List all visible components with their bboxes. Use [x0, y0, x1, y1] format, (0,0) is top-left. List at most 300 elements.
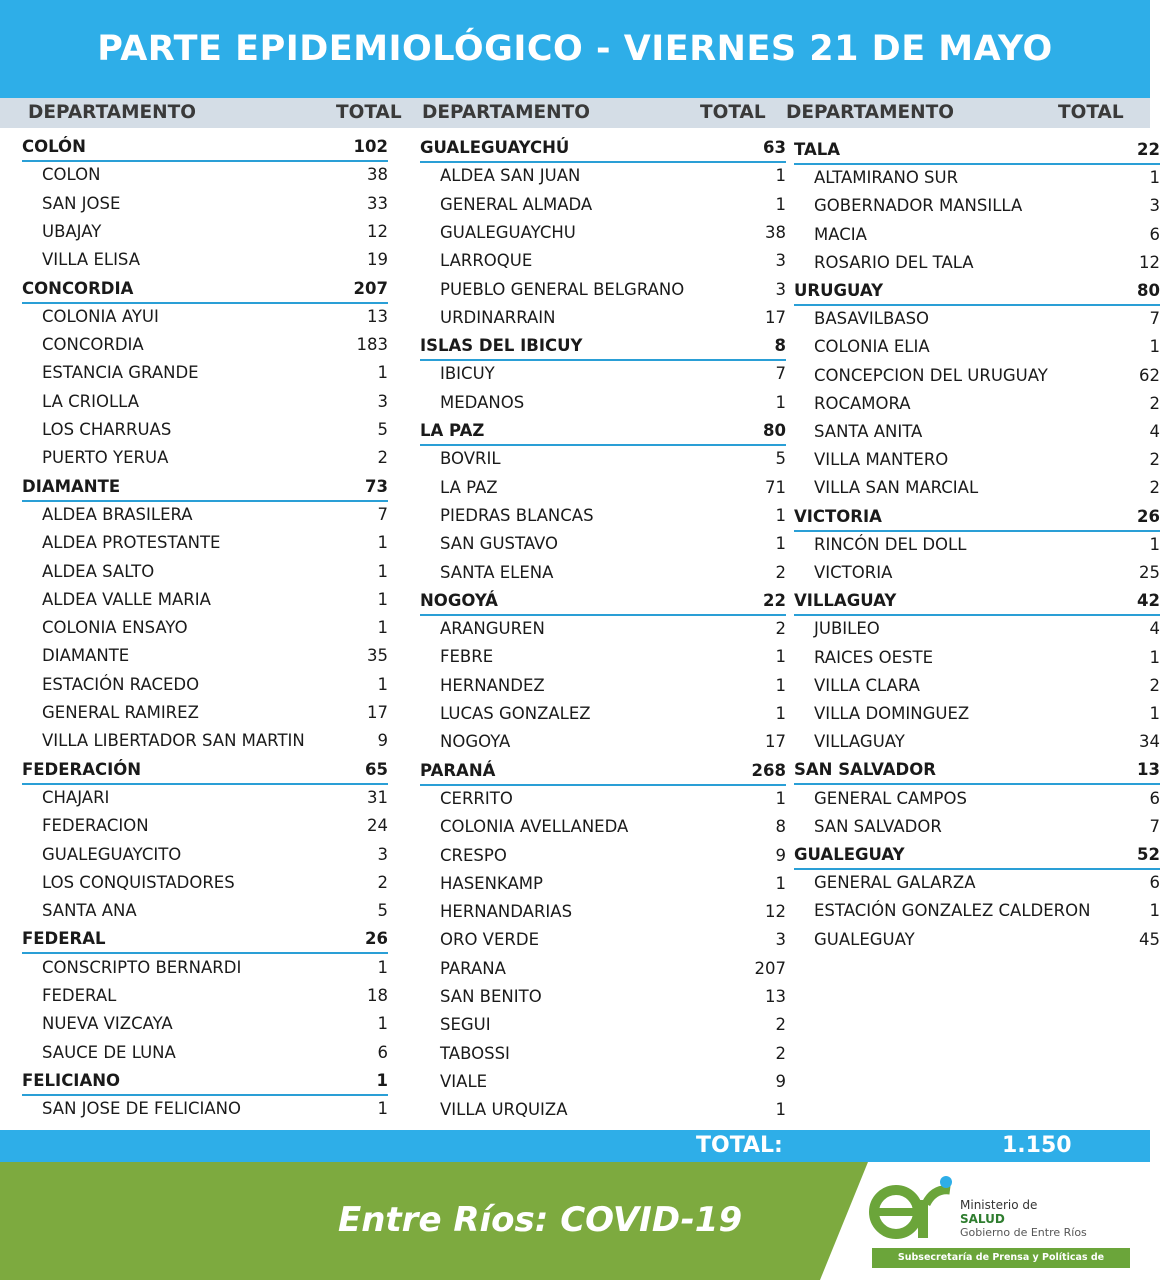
locality-row — [440, 984, 786, 1010]
locality-total: 4 — [1149, 619, 1160, 638]
locality-name: SANTA ANITA — [814, 422, 923, 441]
locality-row — [42, 162, 388, 188]
locality-row — [42, 898, 388, 924]
locality-name: LA CRIOLLA — [42, 392, 139, 411]
locality-total: 1 — [1149, 535, 1160, 554]
locality-row — [42, 389, 388, 415]
department-name: FEDERAL — [22, 929, 106, 948]
locality-total: 7 — [1149, 309, 1160, 328]
locality-total: 207 — [754, 959, 786, 978]
locality-row — [42, 955, 388, 981]
locality-name: CRESPO — [440, 846, 507, 865]
department-name: GUALEGUAYCHÚ — [420, 138, 570, 157]
department-row — [420, 418, 786, 446]
locality-total: 31 — [367, 788, 388, 807]
locality-name: VIALE — [440, 1072, 488, 1091]
locality-row — [440, 814, 786, 840]
department-total: 52 — [1137, 845, 1160, 864]
locality-row — [42, 502, 388, 528]
locality-total: 9 — [775, 1072, 786, 1091]
locality-row — [42, 1096, 388, 1122]
locality-name: MACIA — [814, 225, 867, 244]
locality-total: 38 — [765, 223, 786, 242]
locality-total: 7 — [1149, 817, 1160, 836]
locality-row — [814, 560, 1160, 586]
page-title: PARTE EPIDEMIOLÓGICO - VIERNES 21 DE MAYO — [0, 0, 1150, 98]
locality-name: RAICES OESTE — [814, 648, 934, 667]
locality-row — [440, 220, 786, 246]
grand-total-label: TOTAL: — [696, 1133, 783, 1158]
locality-row — [42, 417, 388, 443]
locality-name: FEDERACION — [42, 816, 149, 835]
locality-name: ALDEA SALTO — [42, 562, 155, 581]
logo-text-salud: SALUD — [960, 1212, 1005, 1226]
locality-row — [42, 559, 388, 585]
locality-row — [814, 250, 1160, 276]
locality-name: SAN JOSE DE FELICIANO — [42, 1099, 242, 1118]
locality-total: 3 — [377, 845, 388, 864]
locality-row — [440, 361, 786, 387]
locality-row — [440, 531, 786, 557]
locality-name: COLONIA ELIA — [814, 337, 930, 356]
department-total: 65 — [365, 760, 388, 779]
locality-total: 1 — [775, 647, 786, 666]
department-total: 268 — [751, 761, 786, 780]
locality-total: 2 — [1149, 478, 1160, 497]
locality-total: 2 — [1149, 676, 1160, 695]
locality-total: 18 — [367, 986, 388, 1005]
locality-name: FEDERAL — [42, 986, 117, 1005]
locality-name: ARANGUREN — [440, 619, 545, 638]
locality-name: PARANA — [440, 959, 506, 978]
locality-row — [814, 306, 1160, 332]
locality-total: 9 — [775, 846, 786, 865]
locality-total: 1 — [377, 1014, 388, 1033]
department-total: 22 — [763, 591, 786, 610]
locality-name: GENERAL RAMIREZ — [42, 703, 199, 722]
locality-total: 2 — [1149, 394, 1160, 413]
department-row — [22, 474, 388, 502]
locality-name: DIAMANTE — [42, 646, 130, 665]
locality-row — [440, 673, 786, 699]
locality-row — [440, 701, 786, 727]
locality-name: FEBRE — [440, 647, 494, 666]
locality-total: 1 — [377, 958, 388, 977]
locality-row — [440, 390, 786, 416]
locality-total: 7 — [377, 505, 388, 524]
department-name: LA PAZ — [420, 421, 485, 440]
locality-total: 17 — [765, 732, 786, 751]
locality-row — [814, 701, 1160, 727]
locality-name: COLON — [42, 165, 101, 184]
department-name: ISLAS DEL IBICUY — [420, 336, 583, 355]
locality-row — [42, 728, 388, 754]
locality-name: HERNANDARIAS — [440, 902, 573, 921]
locality-total: 13 — [367, 307, 388, 326]
locality-name: VILLA DOMINGUEZ — [814, 704, 970, 723]
locality-total: 1 — [775, 704, 786, 723]
locality-total: 24 — [367, 816, 388, 835]
locality-row — [440, 956, 786, 982]
locality-total: 38 — [367, 165, 388, 184]
department-row — [420, 758, 786, 786]
locality-total: 1 — [775, 195, 786, 214]
locality-row — [814, 419, 1160, 445]
department-row — [22, 1068, 388, 1096]
department-total: 26 — [365, 929, 388, 948]
header-total-3: TOTAL — [1058, 102, 1124, 123]
locality-row — [440, 305, 786, 331]
locality-row — [440, 1069, 786, 1095]
locality-total: 6 — [1149, 789, 1160, 808]
locality-row — [42, 983, 388, 1009]
header-total-1: TOTAL — [336, 102, 402, 123]
locality-total: 3 — [775, 251, 786, 270]
department-total: 102 — [353, 137, 388, 156]
locality-name: CHAJARI — [42, 788, 110, 807]
locality-total: 1 — [775, 393, 786, 412]
locality-total: 1 — [377, 618, 388, 637]
locality-row — [814, 363, 1160, 389]
locality-total: 1 — [775, 789, 786, 808]
department-name: PARANÁ — [420, 761, 496, 780]
locality-name: VILLAGUAY — [814, 732, 905, 751]
locality-name: PUEBLO GENERAL BELGRANO — [440, 280, 685, 299]
locality-total: 183 — [356, 335, 388, 354]
locality-name: MEDANOS — [440, 393, 525, 412]
locality-total: 3 — [1149, 196, 1160, 215]
department-name: VICTORIA — [794, 507, 882, 526]
locality-row — [42, 332, 388, 358]
locality-row — [42, 842, 388, 868]
department-row — [794, 842, 1160, 870]
locality-total: 1 — [775, 534, 786, 553]
locality-total: 2 — [377, 873, 388, 892]
locality-row — [42, 643, 388, 669]
department-name: VILLAGUAY — [794, 591, 897, 610]
grand-total-value: 1.150 — [1002, 1133, 1072, 1158]
locality-row — [814, 870, 1160, 896]
locality-row — [42, 785, 388, 811]
locality-row — [42, 191, 388, 217]
locality-row — [814, 165, 1160, 191]
locality-name: ALDEA VALLE MARIA — [42, 590, 211, 609]
locality-name: HASENKAMP — [440, 874, 543, 893]
locality-row — [440, 843, 786, 869]
locality-name: TABOSSI — [440, 1044, 510, 1063]
locality-name: IBICUY — [440, 364, 495, 383]
department-row — [794, 278, 1160, 306]
locality-total: 2 — [775, 563, 786, 582]
locality-row — [440, 871, 786, 897]
locality-name: VILLA MANTERO — [814, 450, 949, 469]
locality-name: SAN JOSE — [42, 194, 121, 213]
locality-total: 5 — [377, 420, 388, 439]
locality-total: 12 — [367, 222, 388, 241]
department-row — [22, 926, 388, 954]
locality-name: VILLA SAN MARCIAL — [814, 478, 979, 497]
department-name: URUGUAY — [794, 281, 884, 300]
department-name: DIAMANTE — [22, 477, 121, 496]
locality-name: VILLA LIBERTADOR SAN MARTIN — [42, 731, 305, 750]
department-total: 73 — [365, 477, 388, 496]
locality-total: 1 — [1149, 704, 1160, 723]
locality-row — [814, 673, 1160, 699]
locality-name: LARROQUE — [440, 251, 533, 270]
locality-total: 1 — [377, 675, 388, 694]
locality-name: SANTA ELENA — [440, 563, 554, 582]
grand-total-bar — [0, 1130, 1150, 1162]
locality-total: 34 — [1139, 732, 1160, 751]
department-row — [22, 276, 388, 304]
department-row — [420, 588, 786, 616]
department-name: COLÓN — [22, 137, 86, 156]
locality-name: LOS CONQUISTADORES — [42, 873, 235, 892]
locality-total: 2 — [775, 619, 786, 638]
locality-total: 1 — [775, 506, 786, 525]
locality-total: 62 — [1139, 366, 1160, 385]
locality-name: ESTACIÓN GONZALEZ CALDERON — [814, 901, 1091, 920]
header-departamento-2: DEPARTAMENTO — [422, 102, 590, 123]
department-name: FELICIANO — [22, 1071, 121, 1090]
locality-name: VILLA URQUIZA — [440, 1100, 568, 1119]
locality-row — [42, 1040, 388, 1066]
locality-name: SAUCE DE LUNA — [42, 1043, 176, 1062]
locality-total: 1 — [377, 533, 388, 552]
locality-row — [42, 247, 388, 273]
locality-total: 1 — [775, 874, 786, 893]
locality-total: 12 — [1139, 253, 1160, 272]
department-total: 80 — [1137, 281, 1160, 300]
locality-total: 33 — [367, 194, 388, 213]
department-name: FEDERACIÓN — [22, 760, 142, 779]
locality-row — [440, 1041, 786, 1067]
locality-name: GENERAL ALMADA — [440, 195, 593, 214]
department-row — [22, 757, 388, 785]
locality-row — [440, 475, 786, 501]
locality-total: 2 — [377, 448, 388, 467]
locality-name: ROCAMORA — [814, 394, 911, 413]
locality-total: 1 — [377, 363, 388, 382]
locality-name: LUCAS GONZALEZ — [440, 704, 591, 723]
locality-total: 19 — [367, 250, 388, 269]
locality-total: 1 — [377, 1099, 388, 1118]
locality-row — [440, 899, 786, 925]
footer — [0, 1162, 1150, 1283]
locality-name: COLONIA AVELLANEDA — [440, 817, 629, 836]
logo-text-ministerio: Ministerio de — [960, 1198, 1038, 1212]
locality-name: NOGOYA — [440, 732, 511, 751]
locality-name: CONCEPCION DEL URUGUAY — [814, 366, 1048, 385]
locality-name: GOBERNADOR MANSILLA — [814, 196, 1023, 215]
locality-row — [814, 532, 1160, 558]
locality-name: ALTAMIRANO SUR — [814, 168, 959, 187]
locality-name: ESTACIÓN RACEDO — [42, 675, 200, 694]
department-total: 26 — [1137, 507, 1160, 526]
locality-total: 2 — [775, 1015, 786, 1034]
department-name: TALA — [794, 140, 841, 159]
locality-row — [814, 645, 1160, 671]
locality-total: 17 — [765, 308, 786, 327]
department-total: 8 — [774, 336, 786, 355]
locality-total: 2 — [775, 1044, 786, 1063]
locality-total: 1 — [377, 562, 388, 581]
locality-name: ALDEA PROTESTANTE — [42, 533, 221, 552]
locality-row — [814, 447, 1160, 473]
locality-total: 9 — [377, 731, 388, 750]
locality-name: LOS CHARRUAS — [42, 420, 172, 439]
locality-name: SAN GUSTAVO — [440, 534, 559, 553]
locality-total: 45 — [1139, 930, 1160, 949]
locality-name: SEGUI — [440, 1015, 491, 1034]
locality-row — [814, 927, 1160, 953]
locality-total: 1 — [1149, 901, 1160, 920]
locality-name: ALDEA BRASILERA — [42, 505, 193, 524]
locality-name: GENERAL CAMPOS — [814, 789, 967, 808]
locality-name: GUALEGUAYCHU — [440, 223, 576, 242]
footer-slogan: Entre Ríos: COVID-19 — [338, 1200, 743, 1240]
locality-row — [42, 219, 388, 245]
locality-row — [42, 700, 388, 726]
header-departamento-3: DEPARTAMENTO — [786, 102, 954, 123]
locality-total: 13 — [765, 987, 786, 1006]
locality-name: CONCORDIA — [42, 335, 144, 354]
department-name: CONCORDIA — [22, 279, 134, 298]
locality-row — [814, 475, 1160, 501]
subsecretaria-banner: Subsecretaría de Prensa y Políticas de Comunicación — [872, 1248, 1130, 1268]
locality-name: CERRITO — [440, 789, 513, 808]
locality-row — [440, 1097, 786, 1123]
department-name: GUALEGUAY — [794, 845, 905, 864]
locality-total: 3 — [775, 280, 786, 299]
locality-row — [814, 391, 1160, 417]
locality-row — [42, 304, 388, 330]
locality-row — [440, 192, 786, 218]
locality-name: RINCÓN DEL DOLL — [814, 535, 967, 554]
locality-row — [814, 334, 1160, 360]
locality-total: 1 — [1149, 168, 1160, 187]
locality-row — [440, 446, 786, 472]
locality-total: 35 — [367, 646, 388, 665]
locality-name: ORO VERDE — [440, 930, 539, 949]
locality-name: COLONIA ENSAYO — [42, 618, 188, 637]
ministerio-salud-logo-icon — [870, 1174, 956, 1244]
department-total: 207 — [353, 279, 388, 298]
locality-row — [440, 1012, 786, 1038]
locality-name: VICTORIA — [814, 563, 893, 582]
department-total: 80 — [763, 421, 786, 440]
locality-row — [814, 898, 1160, 924]
locality-name: GUALEGUAYCITO — [42, 845, 182, 864]
department-total: 63 — [763, 138, 786, 157]
department-row — [794, 757, 1160, 785]
locality-name: NUEVA VIZCAYA — [42, 1014, 173, 1033]
locality-row — [42, 672, 388, 698]
logo-text-gobierno: Gobierno de Entre Ríos — [960, 1226, 1087, 1239]
locality-row — [814, 222, 1160, 248]
locality-name: CONSCRIPTO BERNARDI — [42, 958, 242, 977]
locality-row — [42, 360, 388, 386]
locality-row — [440, 277, 786, 303]
locality-name: GENERAL GALARZA — [814, 873, 976, 892]
locality-total: 8 — [775, 817, 786, 836]
locality-total: 4 — [1149, 422, 1160, 441]
locality-row — [440, 644, 786, 670]
locality-name: SAN BENITO — [440, 987, 542, 1006]
department-name: SAN SALVADOR — [794, 760, 936, 779]
locality-name: HERNANDEZ — [440, 676, 545, 695]
table-header — [0, 98, 1150, 128]
department-total: 13 — [1137, 760, 1160, 779]
locality-total: 2 — [1149, 450, 1160, 469]
locality-name: GUALEGUAY — [814, 930, 915, 949]
locality-total: 3 — [377, 392, 388, 411]
locality-row — [814, 786, 1160, 812]
locality-name: COLONIA AYUI — [42, 307, 159, 326]
locality-row — [814, 193, 1160, 219]
locality-row — [814, 616, 1160, 642]
department-total: 22 — [1137, 140, 1160, 159]
locality-name: UBAJAY — [42, 222, 102, 241]
locality-row — [42, 445, 388, 471]
department-row — [794, 137, 1160, 165]
locality-total: 6 — [1149, 873, 1160, 892]
locality-total: 1 — [1149, 648, 1160, 667]
locality-row — [440, 248, 786, 274]
locality-total: 1 — [775, 676, 786, 695]
locality-name: JUBILEO — [814, 619, 880, 638]
header-departamento-1: DEPARTAMENTO — [28, 102, 196, 123]
locality-name: BOVRIL — [440, 449, 501, 468]
locality-total: 1 — [377, 590, 388, 609]
locality-row — [814, 729, 1160, 755]
locality-row — [440, 560, 786, 586]
locality-name: BASAVILBASO — [814, 309, 930, 328]
department-row — [420, 135, 786, 163]
locality-name: VILLA ELISA — [42, 250, 141, 269]
locality-total: 12 — [765, 902, 786, 921]
locality-row — [440, 503, 786, 529]
locality-total: 5 — [377, 901, 388, 920]
department-row — [420, 333, 786, 361]
locality-row — [440, 616, 786, 642]
locality-name: PIEDRAS BLANCAS — [440, 506, 594, 525]
locality-row — [42, 615, 388, 641]
locality-total: 3 — [775, 930, 786, 949]
header-total-2: TOTAL — [700, 102, 766, 123]
locality-total: 25 — [1139, 563, 1160, 582]
locality-name: SAN SALVADOR — [814, 817, 942, 836]
department-row — [794, 588, 1160, 616]
locality-name: ESTANCIA GRANDE — [42, 363, 199, 382]
department-total: 1 — [376, 1071, 388, 1090]
department-row — [22, 134, 388, 162]
locality-total: 5 — [775, 449, 786, 468]
locality-name: ROSARIO DEL TALA — [814, 253, 974, 272]
locality-total: 71 — [765, 478, 786, 497]
locality-total: 6 — [1149, 225, 1160, 244]
locality-total: 1 — [775, 166, 786, 185]
locality-total: 17 — [367, 703, 388, 722]
department-name: NOGOYÁ — [420, 591, 498, 610]
department-total: 42 — [1137, 591, 1160, 610]
locality-name: SANTA ANA — [42, 901, 137, 920]
locality-row — [440, 927, 786, 953]
locality-name: ALDEA SAN JUAN — [440, 166, 581, 185]
locality-row — [42, 530, 388, 556]
locality-name: LA PAZ — [440, 478, 498, 497]
locality-name: VILLA CLARA — [814, 676, 920, 695]
